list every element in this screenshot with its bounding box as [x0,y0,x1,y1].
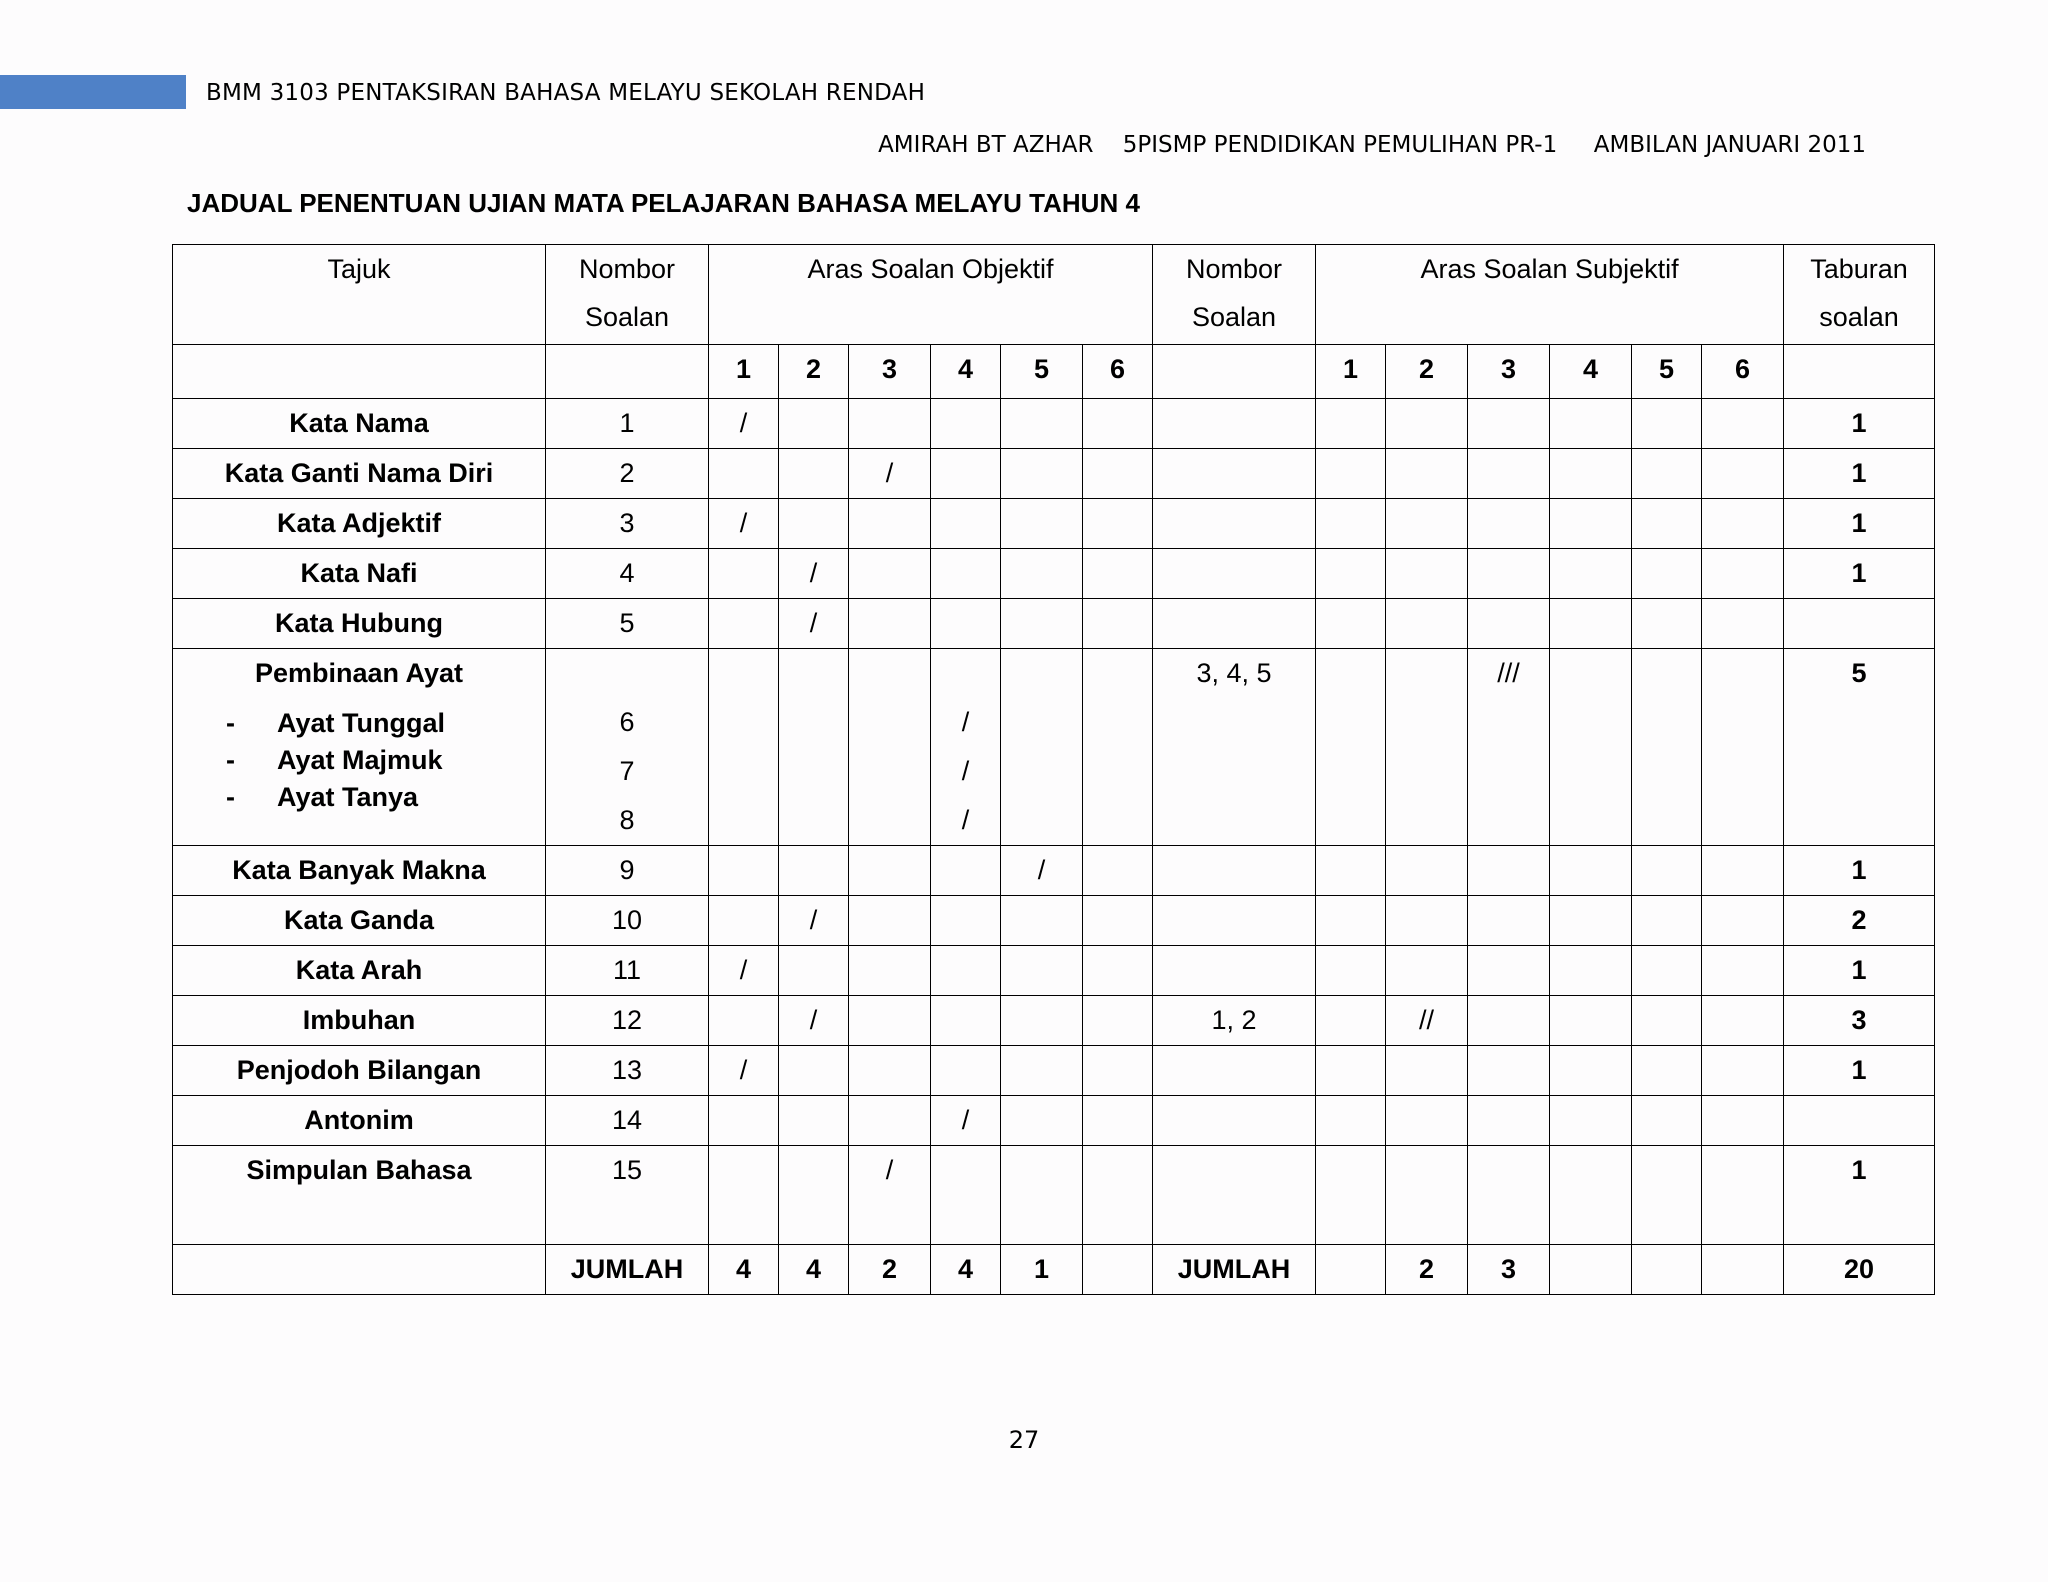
objective-level-number: 2 [779,345,849,399]
question-number: 7 [619,756,635,786]
objective-mark-cell [709,449,779,499]
table-row [173,399,1935,449]
objective-total-cell [1083,1245,1153,1295]
objective-mark-cell [1083,1096,1153,1146]
total-cell: 1 [1784,1046,1935,1096]
subjective-number-cell [1153,399,1316,449]
objective-mark-cell [931,1146,1001,1245]
subjective-mark-cell [1632,946,1702,996]
subjective-mark-cell [1386,1096,1468,1146]
objective-total-cell: 1 [1001,1245,1083,1295]
objective-mark-cell [1083,399,1153,449]
empty-cell [173,345,546,399]
objective-total-cell: 2 [849,1245,931,1295]
objective-mark-cell [1083,896,1153,946]
objective-mark-cell [1083,499,1153,549]
objective-mark-cell [849,649,931,846]
subjective-mark-cell [1468,399,1550,449]
objective-mark-cell [1001,499,1083,549]
objective-mark-cell [1083,449,1153,499]
empty-cell [546,345,709,399]
objective-mark-cell [1001,399,1083,449]
objective-mark-cell [1001,549,1083,599]
subjective-mark-cell [1316,946,1386,996]
subtopic-label: Ayat Tanya [277,782,419,812]
objective-mark-cell [1083,996,1153,1046]
table-row [173,996,1935,1046]
header-objective-levels: Aras Soalan Objektif [709,245,1153,345]
subjective-mark-cell [1386,499,1468,549]
dash-bullet: - [226,782,235,812]
total-cell: 1 [1784,846,1935,896]
empty-cell [1153,345,1316,399]
objective-level-number: 4 [931,345,1001,399]
empty-cell [1784,345,1935,399]
question-number-cell: 9 [546,846,709,896]
total-label: JUMLAH [546,1245,709,1295]
subjective-mark-cell [1550,449,1632,499]
subtopic-label: Ayat Tunggal [277,708,445,738]
subjective-mark-cell [1386,1146,1468,1245]
subjective-mark-cell [1468,996,1550,1046]
objective-level-number: 6 [1083,345,1153,399]
subjective-number-cell [1153,946,1316,996]
subjective-mark-cell [1468,549,1550,599]
subjective-mark-cell [1316,996,1386,1046]
objective-mark-cell [709,846,779,896]
subjective-number-cell [1153,499,1316,549]
test-specification-table [172,244,1935,1295]
objective-mark-cell: / [709,946,779,996]
objective-mark-cell [849,996,931,1046]
total-cell: 1 [1784,449,1935,499]
table-row [173,896,1935,946]
subjective-level-number: 3 [1468,345,1550,399]
subjective-total-cell [1702,1245,1784,1295]
objective-mark-cell: / [779,896,849,946]
objective-mark-cell [1083,1146,1153,1245]
objective-mark-cell [849,499,931,549]
question-number-cell [546,649,709,846]
objective-mark-cell [779,946,849,996]
table-row [173,1146,1935,1245]
subjective-mark-cell [1316,846,1386,896]
author-line: AMIRAH BT AZHAR 5PISMP PENDIDIKAN PEMULIHAN PR-1 AMBILAN JANUARI 2011 [878,132,1866,158]
subjective-mark-cell [1468,499,1550,549]
question-number-cell: 12 [546,996,709,1046]
table-row [173,549,1935,599]
subjective-number-cell [1153,896,1316,946]
subjective-mark-cell [1316,599,1386,649]
table-row-pembinaan-ayat [173,649,1935,846]
question-number-cell: 3 [546,499,709,549]
subjective-level-number: 1 [1316,345,1386,399]
topic-cell: Penjodoh Bilangan [173,1046,546,1096]
topic-cell [173,649,546,846]
topic-cell: Kata Arah [173,946,546,996]
total-cell: 2 [1784,896,1935,946]
total-cell: 1 [1784,499,1935,549]
subjective-mark-cell [1386,1046,1468,1096]
header-row [173,245,1935,345]
subjective-mark-cell [1550,1146,1632,1245]
objective-mark-cell [1001,449,1083,499]
objective-mark-cell [1001,1096,1083,1146]
objective-mark-cell: / [779,996,849,1046]
table-row [173,449,1935,499]
subjective-mark-cell [1468,1146,1550,1245]
subjective-mark-cell [1632,1096,1702,1146]
subjective-mark-cell [1550,599,1632,649]
objective-mark-cell: / [931,1096,1001,1146]
question-number-cell: 4 [546,549,709,599]
objective-mark-cell: / [709,1046,779,1096]
subjective-mark-cell [1386,896,1468,946]
subjective-level-number: 6 [1702,345,1784,399]
subjective-mark-cell [1550,1046,1632,1096]
subjective-mark-cell [1702,599,1784,649]
subjective-mark-cell [1386,946,1468,996]
objective-mark-cell [1001,896,1083,946]
objective-level-number: 5 [1001,345,1083,399]
subjective-mark-cell [1386,399,1468,449]
table-row [173,499,1935,549]
subjective-number-cell [1153,599,1316,649]
table-row [173,846,1935,896]
subjective-mark-cell [1386,846,1468,896]
question-number-cell: 11 [546,946,709,996]
subjective-mark-cell [1632,1146,1702,1245]
subtopic-list [173,705,545,816]
table-row [173,599,1935,649]
subjective-mark-cell [1632,896,1702,946]
objective-mark-cell [931,399,1001,449]
header-topic: Tajuk [173,245,546,345]
subjective-mark-cell: // [1386,996,1468,1046]
subjective-mark-cell [1316,449,1386,499]
subjective-mark-cell [1468,896,1550,946]
objective-total-cell: 4 [931,1245,1001,1295]
topic-cell: Kata Adjektif [173,499,546,549]
subjective-mark-cell [1550,399,1632,449]
dash-bullet: - [226,745,235,775]
header-question-distribution: Taburan soalan [1784,245,1935,345]
objective-mark-cell: / [709,399,779,449]
objective-mark-cell [1083,846,1153,896]
question-number-cell: 2 [546,449,709,499]
subjective-number-cell [1153,1096,1316,1146]
subjective-mark-cell [1550,846,1632,896]
total-cell: 1 [1784,946,1935,996]
subjective-mark-cell [1386,649,1468,846]
subjective-mark-cell [1632,996,1702,1046]
header-question-number-subjective: Nombor Soalan [1153,245,1316,345]
header-subjective-levels: Aras Soalan Subjektif [1316,245,1784,345]
objective-mark-cell [779,1146,849,1245]
objective-mark-cell [779,846,849,896]
objective-mark-cell [709,549,779,599]
subjective-mark-cell [1316,1096,1386,1146]
objective-mark-cell [849,846,931,896]
subjective-mark-cell [1632,549,1702,599]
objective-mark-cell [849,399,931,449]
topic-cell: Kata Nafi [173,549,546,599]
subjective-mark-cell [1468,449,1550,499]
objective-mark-cell [931,1046,1001,1096]
question-number-cell: 1 [546,399,709,449]
objective-mark: / [961,756,970,786]
header-question-number-objective: Nombor Soalan [546,245,709,345]
subjective-mark-cell [1632,599,1702,649]
subjective-mark-cell [1702,399,1784,449]
objective-mark-cell [1083,649,1153,846]
subjective-mark-cell [1632,399,1702,449]
subjective-mark-cell [1550,1096,1632,1146]
total-cell: 1 [1784,1146,1935,1245]
objective-mark-cell [849,896,931,946]
list-item [173,742,545,779]
empty-cell [173,1245,546,1295]
subjective-total-cell [1316,1245,1386,1295]
objective-mark-cell [779,399,849,449]
subjective-mark-cell [1386,599,1468,649]
question-number-cell: 5 [546,599,709,649]
totals-row [173,1245,1935,1295]
list-item [173,705,545,742]
level-number-row [173,345,1935,399]
objective-total-cell: 4 [779,1245,849,1295]
objective-mark-cell [779,649,849,846]
objective-mark-cell [779,1096,849,1146]
total-cell: 3 [1784,996,1935,1046]
topic-cell: Kata Ganda [173,896,546,946]
subjective-mark-cell [1632,1046,1702,1096]
subjective-number-cell: 1, 2 [1153,996,1316,1046]
subjective-mark-cell: /// [1468,649,1550,846]
subjective-mark-cell [1316,549,1386,599]
document-title: JADUAL PENENTUAN UJIAN MATA PELAJARAN BAHASA MELAYU TAHUN 4 [187,188,1140,218]
subjective-number-cell [1153,549,1316,599]
subjective-mark-cell [1316,1146,1386,1245]
objective-mark-cell [779,1046,849,1096]
objective-mark-cell [709,599,779,649]
topic-cell: Kata Nama [173,399,546,449]
objective-mark-cell [779,449,849,499]
objective-mark-cell [931,449,1001,499]
objective-mark-cell [779,499,849,549]
subjective-mark-cell [1702,896,1784,946]
subjective-mark-cell [1550,896,1632,946]
header-accent-bar [0,75,186,109]
subjective-level-number: 4 [1550,345,1632,399]
dash-bullet: - [226,708,235,738]
objective-mark-cell: / [709,499,779,549]
objective-mark-cell [849,946,931,996]
total-cell [1784,599,1935,649]
objective-mark-cell [709,1146,779,1245]
objective-total-cell: 4 [709,1245,779,1295]
objective-mark-cell [1001,599,1083,649]
objective-mark-cell: / [779,599,849,649]
subjective-number-cell [1153,1146,1316,1245]
objective-mark-cell [709,1096,779,1146]
objective-level-number: 3 [849,345,931,399]
subjective-number-cell [1153,846,1316,896]
total-cell: 5 [1784,649,1935,846]
objective-mark-cell [931,996,1001,1046]
topic-cell: Imbuhan [173,996,546,1046]
objective-mark-cell: / [849,449,931,499]
subjective-mark-cell [1468,599,1550,649]
subjective-mark-cell [1632,846,1702,896]
objective-mark-cell: / [1001,846,1083,896]
subjective-mark-cell [1702,996,1784,1046]
subjective-mark-cell [1468,1096,1550,1146]
total-cell: 1 [1784,549,1935,599]
table-row [173,946,1935,996]
objective-mark-cell [1083,1046,1153,1096]
total-label: JUMLAH [1153,1245,1316,1295]
question-number-cell: 13 [546,1046,709,1096]
course-header: BMM 3103 PENTAKSIRAN BAHASA MELAYU SEKOLAH RENDAH [206,80,926,106]
question-number-cell: 15 [546,1146,709,1245]
subjective-mark-cell [1632,449,1702,499]
objective-mark-cell [1001,1046,1083,1096]
topic-cell: Antonim [173,1096,546,1146]
objective-mark-cell [1083,946,1153,996]
objective-mark-cell [931,549,1001,599]
subjective-mark-cell [1316,1046,1386,1096]
objective-mark-cell [709,896,779,946]
objective-mark-cell: / [849,1146,931,1245]
total-cell: 1 [1784,399,1935,449]
subjective-mark-cell [1550,549,1632,599]
subjective-mark-cell [1550,996,1632,1046]
objective-mark-cell [1001,1146,1083,1245]
subjective-mark-cell [1702,449,1784,499]
subjective-total-cell: 3 [1468,1245,1550,1295]
question-number-cell: 14 [546,1096,709,1146]
subjective-mark-cell [1702,846,1784,896]
topic-cell: Kata Hubung [173,599,546,649]
objective-mark-cell [931,946,1001,996]
topic-cell: Kata Banyak Makna [173,846,546,896]
subtopic-label: Ayat Majmuk [277,745,443,775]
objective-mark-cell [709,649,779,846]
objective-mark-cell [709,996,779,1046]
objective-mark-cell [1001,946,1083,996]
subjective-level-number: 5 [1632,345,1702,399]
objective-mark-cell [931,649,1001,846]
subjective-total-cell: 2 [1386,1245,1468,1295]
subjective-mark-cell [1702,499,1784,549]
objective-mark-cell [849,549,931,599]
subjective-mark-cell [1702,946,1784,996]
objective-mark-cell [931,896,1001,946]
subjective-mark-cell [1316,649,1386,846]
subjective-mark-cell [1702,649,1784,846]
grand-total-cell: 20 [1784,1245,1935,1295]
objective-mark-cell: / [779,549,849,599]
subjective-mark-cell [1632,499,1702,549]
list-item [173,779,545,816]
objective-mark: / [961,805,970,835]
subjective-level-number: 2 [1386,345,1468,399]
subjective-mark-cell [1468,1046,1550,1096]
subjective-mark-cell [1468,946,1550,996]
question-number-cell: 10 [546,896,709,946]
subjective-number-cell: 3, 4, 5 [1153,649,1316,846]
subjective-total-cell [1632,1245,1702,1295]
objective-mark-cell [849,1096,931,1146]
table-row [173,1096,1935,1146]
table-row [173,1046,1935,1096]
topic-cell: Simpulan Bahasa [173,1146,546,1245]
subjective-mark-cell [1386,449,1468,499]
subjective-number-cell [1153,449,1316,499]
objective-mark-cell [931,846,1001,896]
subjective-mark-cell [1550,499,1632,549]
subjective-total-cell [1550,1245,1632,1295]
objective-mark-cell [1083,599,1153,649]
subjective-mark-cell [1702,1096,1784,1146]
objective-mark-cell [1083,549,1153,599]
topic-label: Pembinaan Ayat [254,658,464,688]
subjective-mark-cell [1316,896,1386,946]
objective-mark-cell [931,599,1001,649]
objective-mark-cell [849,599,931,649]
subjective-mark-cell [1702,549,1784,599]
question-number: 8 [619,805,635,835]
objective-level-number: 1 [709,345,779,399]
objective-mark-cell [849,1046,931,1096]
subjective-mark-cell [1386,549,1468,599]
page-number: 27 [1008,1426,1040,1454]
total-cell [1784,1096,1935,1146]
objective-mark-cell [1001,649,1083,846]
subjective-mark-cell [1702,1146,1784,1245]
subjective-mark-cell [1468,846,1550,896]
question-number: 6 [619,707,635,737]
subjective-mark-cell [1550,946,1632,996]
subjective-mark-cell [1316,399,1386,449]
subjective-mark-cell [1316,499,1386,549]
objective-mark-cell [1001,996,1083,1046]
topic-cell: Kata Ganti Nama Diri [173,449,546,499]
subjective-number-cell [1153,1046,1316,1096]
subjective-mark-cell [1632,649,1702,846]
objective-mark: / [961,707,970,737]
subjective-mark-cell [1702,1046,1784,1096]
subjective-mark-cell [1550,649,1632,846]
objective-mark-cell [931,499,1001,549]
